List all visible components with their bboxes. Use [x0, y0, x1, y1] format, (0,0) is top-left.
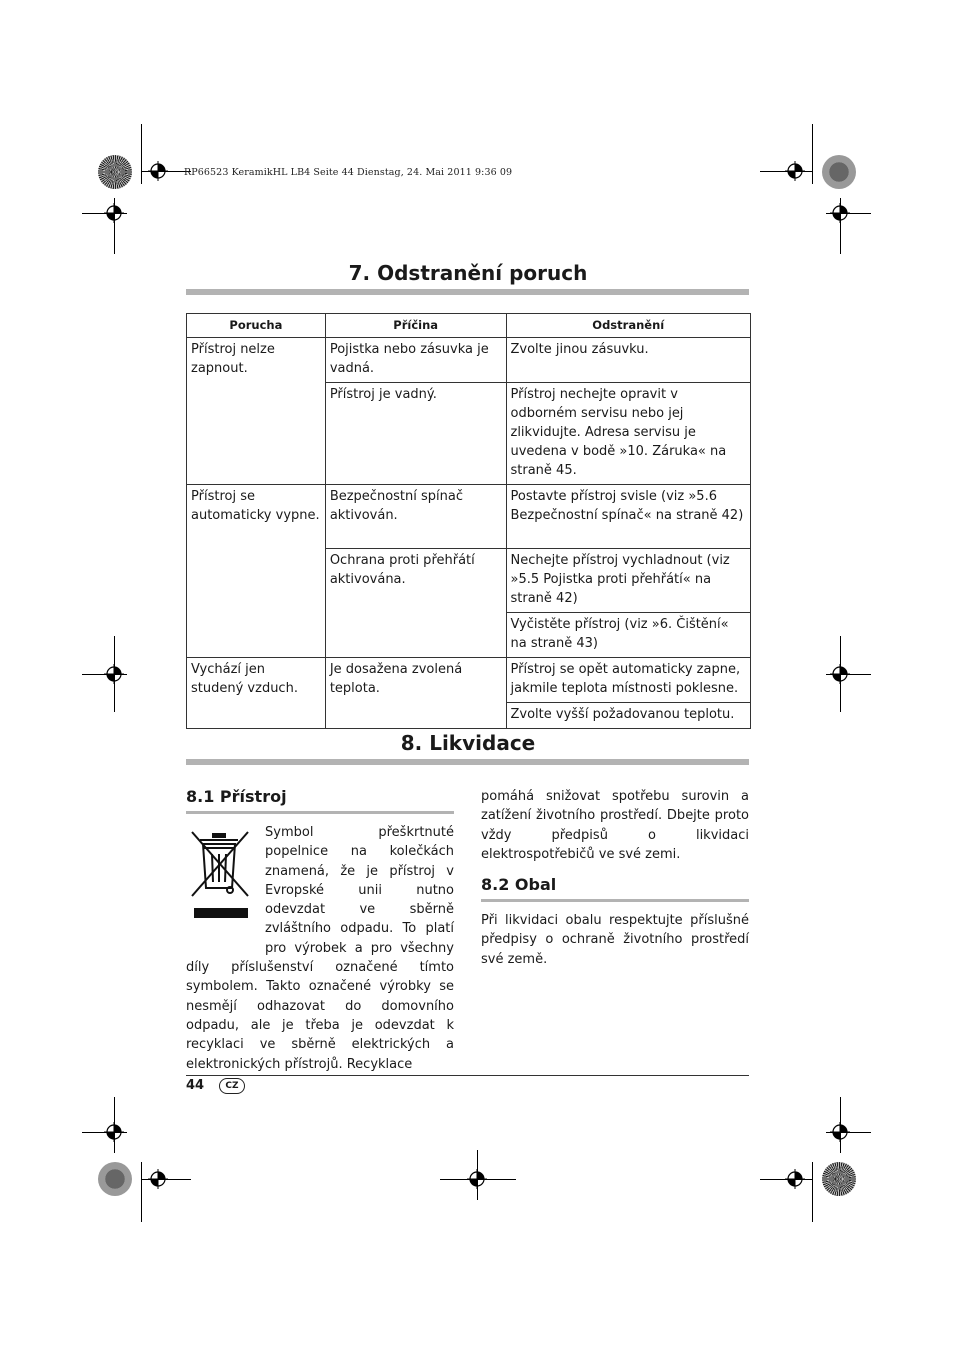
- fix-cell: Nechejte přístroj vychladnout (viz »5.5 Pojistka proti přehřátí« na straně 42): [506, 549, 751, 613]
- registration-mark-icon: [148, 1169, 168, 1189]
- registration-mark-icon: [785, 161, 805, 181]
- subsection-rule: [186, 811, 454, 814]
- section-rule: [186, 289, 749, 295]
- grey-wheel-mark: [98, 1162, 132, 1196]
- cause-cell: Pojistka nebo zásuvka je vadná.: [325, 338, 506, 383]
- cause-cell: Ochrana proti přehřátí aktivována.: [325, 549, 506, 658]
- figure-float: [186, 823, 265, 939]
- column-header: Příčina: [325, 314, 506, 338]
- table-row: [187, 338, 751, 383]
- registration-mark-icon: [830, 664, 850, 684]
- cause-cell: Je dosažena zvolená teplota.: [325, 658, 506, 729]
- crop-line: [812, 124, 813, 184]
- cause-cell: Bezpečnostní spínač aktivován.: [325, 485, 506, 549]
- table-row: [187, 485, 751, 549]
- grey-wheel-mark: [822, 155, 856, 189]
- registration-mark-icon: [148, 161, 168, 181]
- cause-cell: Přístroj je vadný.: [325, 383, 506, 485]
- disposal-text-right: [481, 787, 749, 864]
- registration-mark-icon: [830, 203, 850, 223]
- registration-mark-icon: [830, 1122, 850, 1142]
- fault-cell: Přístroj nelze zapnout.: [187, 338, 326, 485]
- disposal-text-left: [186, 823, 454, 1074]
- section-rule: [186, 759, 749, 765]
- subsection-rule: [481, 899, 749, 902]
- registration-mark-icon: [104, 664, 124, 684]
- fix-cell: Přístroj nechejte opravit v odborném servisu nebo jej zlikvidujte. Adresa servisu je uvedena v bodě »10. Záruka« na straně 45.: [506, 383, 751, 485]
- registration-mark-icon: [467, 1169, 487, 1189]
- registration-mark-icon: [104, 1122, 124, 1142]
- column-header: Odstranění: [506, 314, 751, 338]
- subsection-title: 8.2 Obal: [481, 875, 557, 894]
- fix-cell: Vyčistěte přístroj (viz »6. Čištění« na straně 43): [506, 613, 751, 658]
- crop-line: [141, 1162, 142, 1222]
- fix-cell: Přístroj se opět automaticky zapne, jakmile teplota místnosti poklesne.: [506, 658, 751, 703]
- packaging-paragraph: Při likvidaci obalu respektujte příslušné předpisy o ochraně životního prostředí své země.: [481, 913, 749, 967]
- fix-cell: Zvolte vyšší požadovanou teplotu.: [506, 703, 751, 729]
- print-slug: RP66523 KeramikHL LB4 Seite 44 Dienstag, 24. Mai 2011 9:36 09: [184, 167, 513, 178]
- section-title: 7. Odstranění poruch: [348, 261, 588, 285]
- crop-line: [812, 1162, 813, 1222]
- page-number: 44: [186, 1078, 205, 1093]
- column-header: Porucha: [187, 314, 326, 338]
- country-badge: CZ: [219, 1078, 245, 1094]
- section-title: 8. Likvidace: [400, 731, 536, 755]
- packaging-text: [481, 911, 749, 969]
- disposal-paragraph-continued: pomáhá snižovat spotřebu surovin a zatížení životního prostředí. Dbejte proto vždy předpisů o likvidaci elektrospotřebičů ve své zemi.: [481, 789, 749, 862]
- fault-cell: Přístroj se automaticky vypne.: [187, 485, 326, 658]
- registration-mark-icon: [104, 203, 124, 223]
- crop-line: [141, 124, 142, 184]
- troubleshooting-table: [186, 313, 751, 729]
- fix-cell: Zvolte jinou zásuvku.: [506, 338, 751, 383]
- subsection-title: 8.1 Přístroj: [186, 787, 287, 806]
- color-wheel-mark: [98, 155, 132, 189]
- color-wheel-mark: [822, 1162, 856, 1196]
- fix-cell: Postavte přístroj svisle (viz »5.6 Bezpečnostní spínač« na straně 42): [506, 485, 751, 549]
- fault-cell: Vychází jen studený vzduch.: [187, 658, 326, 729]
- registration-mark-icon: [785, 1169, 805, 1189]
- table-header-row: [187, 314, 751, 338]
- table-row: [187, 658, 751, 703]
- footer-rule: [186, 1075, 749, 1076]
- disposal-paragraph: Symbol přeškrtnuté popelnice na kolečkách znamená, že je přístroj v Evropské unii nutno odevzdat ve sběrně zvláštního odpadu. To platí pro výrobek a pro všechny díly příslušenství označené tímto symbolem. Takto označené výrobky se nesmějí odhazovat do domovního odpadu, ale je třeba je odevzdat k recyklaci ve sběrně elektrických a elektronických přístrojů. Recyklace: [186, 825, 454, 1072]
